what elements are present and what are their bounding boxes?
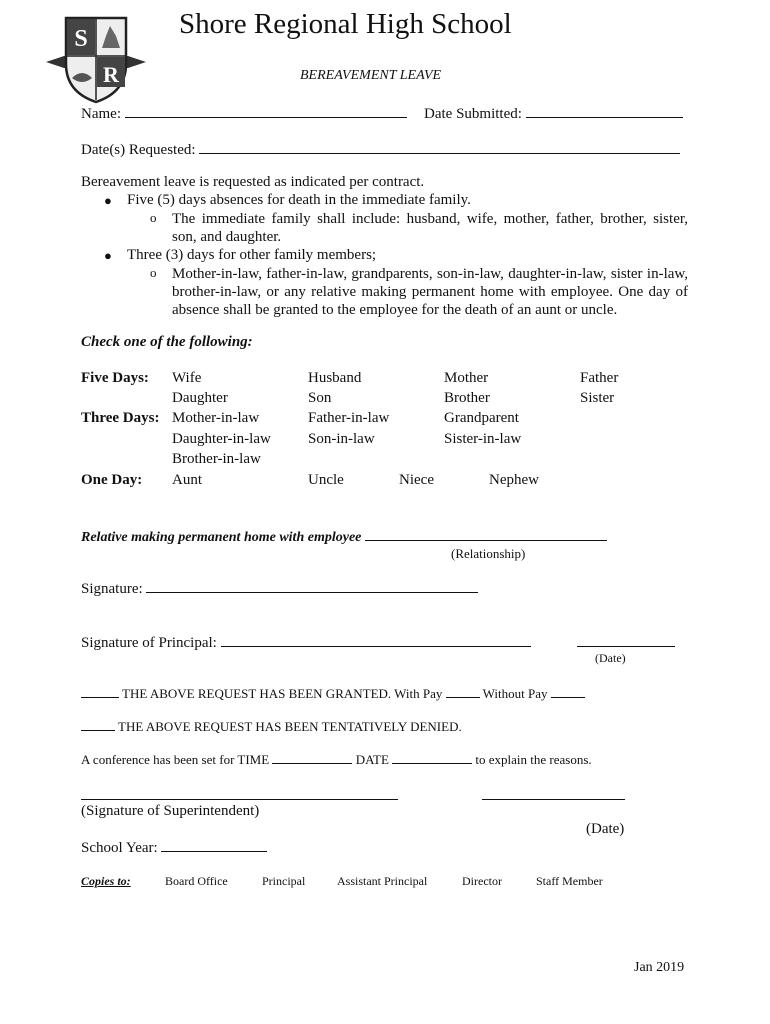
principal-signature-label: Signature of Principal: (81, 635, 217, 651)
bullet-dot: ● (104, 248, 112, 263)
option-uncle[interactable]: Uncle (308, 472, 344, 488)
superintendent-signature-field[interactable] (81, 787, 398, 800)
option-daughter[interactable]: Daughter (172, 390, 228, 406)
granted-checkbox-line[interactable] (81, 685, 119, 698)
explain-text: to explain the reasons. (475, 752, 592, 767)
option-daughter-in-law[interactable]: Daughter-in-law (172, 431, 271, 447)
school-year-field[interactable] (161, 839, 267, 852)
sub-bullet-circle: o (150, 210, 157, 225)
name-label: Name: (81, 106, 121, 122)
without-pay-label: Without Pay (482, 686, 548, 701)
policy-bullet-five-days: Five (5) days absences for death in the immediate family. (127, 192, 471, 208)
copies-label: Copies to: (81, 874, 131, 888)
signature-field[interactable] (146, 580, 478, 593)
conference-date-label: DATE (355, 752, 389, 767)
copy-board-office: Board Office (165, 874, 228, 888)
superintendent-date-field[interactable] (482, 787, 625, 800)
bullet-dot: ● (104, 193, 112, 208)
option-son[interactable]: Son (308, 390, 332, 406)
policy-intro: Bereavement leave is requested as indicated per contract. (81, 174, 425, 190)
option-father[interactable]: Father (580, 370, 619, 386)
name-field[interactable] (125, 105, 407, 118)
crest-letter-r: R (103, 62, 119, 87)
principal-date-field[interactable] (577, 634, 675, 647)
conference-text: A conference has been set for TIME (81, 752, 270, 767)
option-husband[interactable]: Husband (308, 370, 362, 386)
option-nephew[interactable]: Nephew (489, 472, 539, 488)
date-submitted-field[interactable] (526, 105, 683, 118)
option-wife[interactable]: Wife (172, 370, 202, 386)
without-pay-field[interactable] (551, 685, 585, 698)
sub-bullet-circle: o (150, 265, 157, 280)
option-brother[interactable]: Brother (444, 390, 490, 406)
school-name: Shore Regional High School (179, 8, 512, 40)
copy-principal: Principal (262, 874, 306, 888)
one-day-label: One Day: (81, 472, 143, 488)
policy-bullet-three-days: Three (3) days for other family members; (127, 247, 377, 263)
policy-other-family: Mother-in-law, father-in-law, grandparents, son-in-law, daughter-in-law, sister in-law, brother-in-law, or any relative making permanent home with employee. One day of absence shall be granted to the employee for the death of an aunt or uncle. (172, 266, 688, 318)
conference-date-field[interactable] (392, 751, 472, 764)
option-mother[interactable]: Mother (444, 370, 489, 386)
principal-signature-field[interactable] (221, 634, 531, 647)
principal-date-caption: (Date) (595, 651, 626, 665)
option-brother-in-law[interactable]: Brother-in-law (172, 451, 261, 467)
policy-immediate-family: The immediate family shall include: husband, wife, mother, father, brother, sister, son, and daughter. (172, 211, 688, 245)
conference-time-field[interactable] (272, 751, 352, 764)
superintendent-date-caption: (Date) (586, 821, 625, 837)
option-son-in-law[interactable]: Son-in-law (308, 431, 375, 447)
check-heading: Check one of the following: (81, 334, 253, 350)
relative-label: Relative making permanent home with employee (81, 530, 362, 545)
dates-requested-field[interactable] (199, 141, 680, 154)
revision-date: Jan 2019 (634, 960, 685, 975)
option-grandparent[interactable]: Grandparent (444, 410, 519, 426)
copy-staff-member: Staff Member (536, 874, 603, 888)
option-aunt[interactable]: Aunt (172, 472, 202, 488)
dates-requested-label: Date(s) Requested: (81, 142, 196, 158)
with-pay-field[interactable] (446, 685, 480, 698)
superintendent-caption: (Signature of Superintendent) (81, 803, 260, 819)
option-father-in-law[interactable]: Father-in-law (308, 410, 390, 426)
copy-assistant-principal: Assistant Principal (337, 874, 428, 888)
date-submitted-label: Date Submitted: (424, 106, 522, 122)
relationship-caption: (Relationship) (451, 546, 526, 561)
denied-text: THE ABOVE REQUEST HAS BEEN TENTATIVELY DENIED. (118, 719, 462, 734)
three-days-label: Three Days: (81, 410, 160, 426)
denied-checkbox-line[interactable] (81, 718, 115, 731)
granted-text: THE ABOVE REQUEST HAS BEEN GRANTED. With Pay (122, 686, 443, 701)
five-days-label: Five Days: (81, 370, 149, 386)
relationship-field[interactable] (365, 528, 607, 541)
school-crest-logo (44, 12, 148, 104)
signature-label: Signature: (81, 581, 143, 597)
option-mother-in-law[interactable]: Mother-in-law (172, 410, 260, 426)
option-sister-in-law[interactable]: Sister-in-law (444, 431, 522, 447)
crest-letter-s: S (74, 26, 88, 52)
option-niece[interactable]: Niece (399, 472, 434, 488)
school-year-label: School Year: (81, 840, 158, 856)
form-title: BEREAVEMENT LEAVE (300, 68, 442, 83)
option-sister[interactable]: Sister (580, 390, 615, 406)
copy-director: Director (462, 874, 502, 888)
